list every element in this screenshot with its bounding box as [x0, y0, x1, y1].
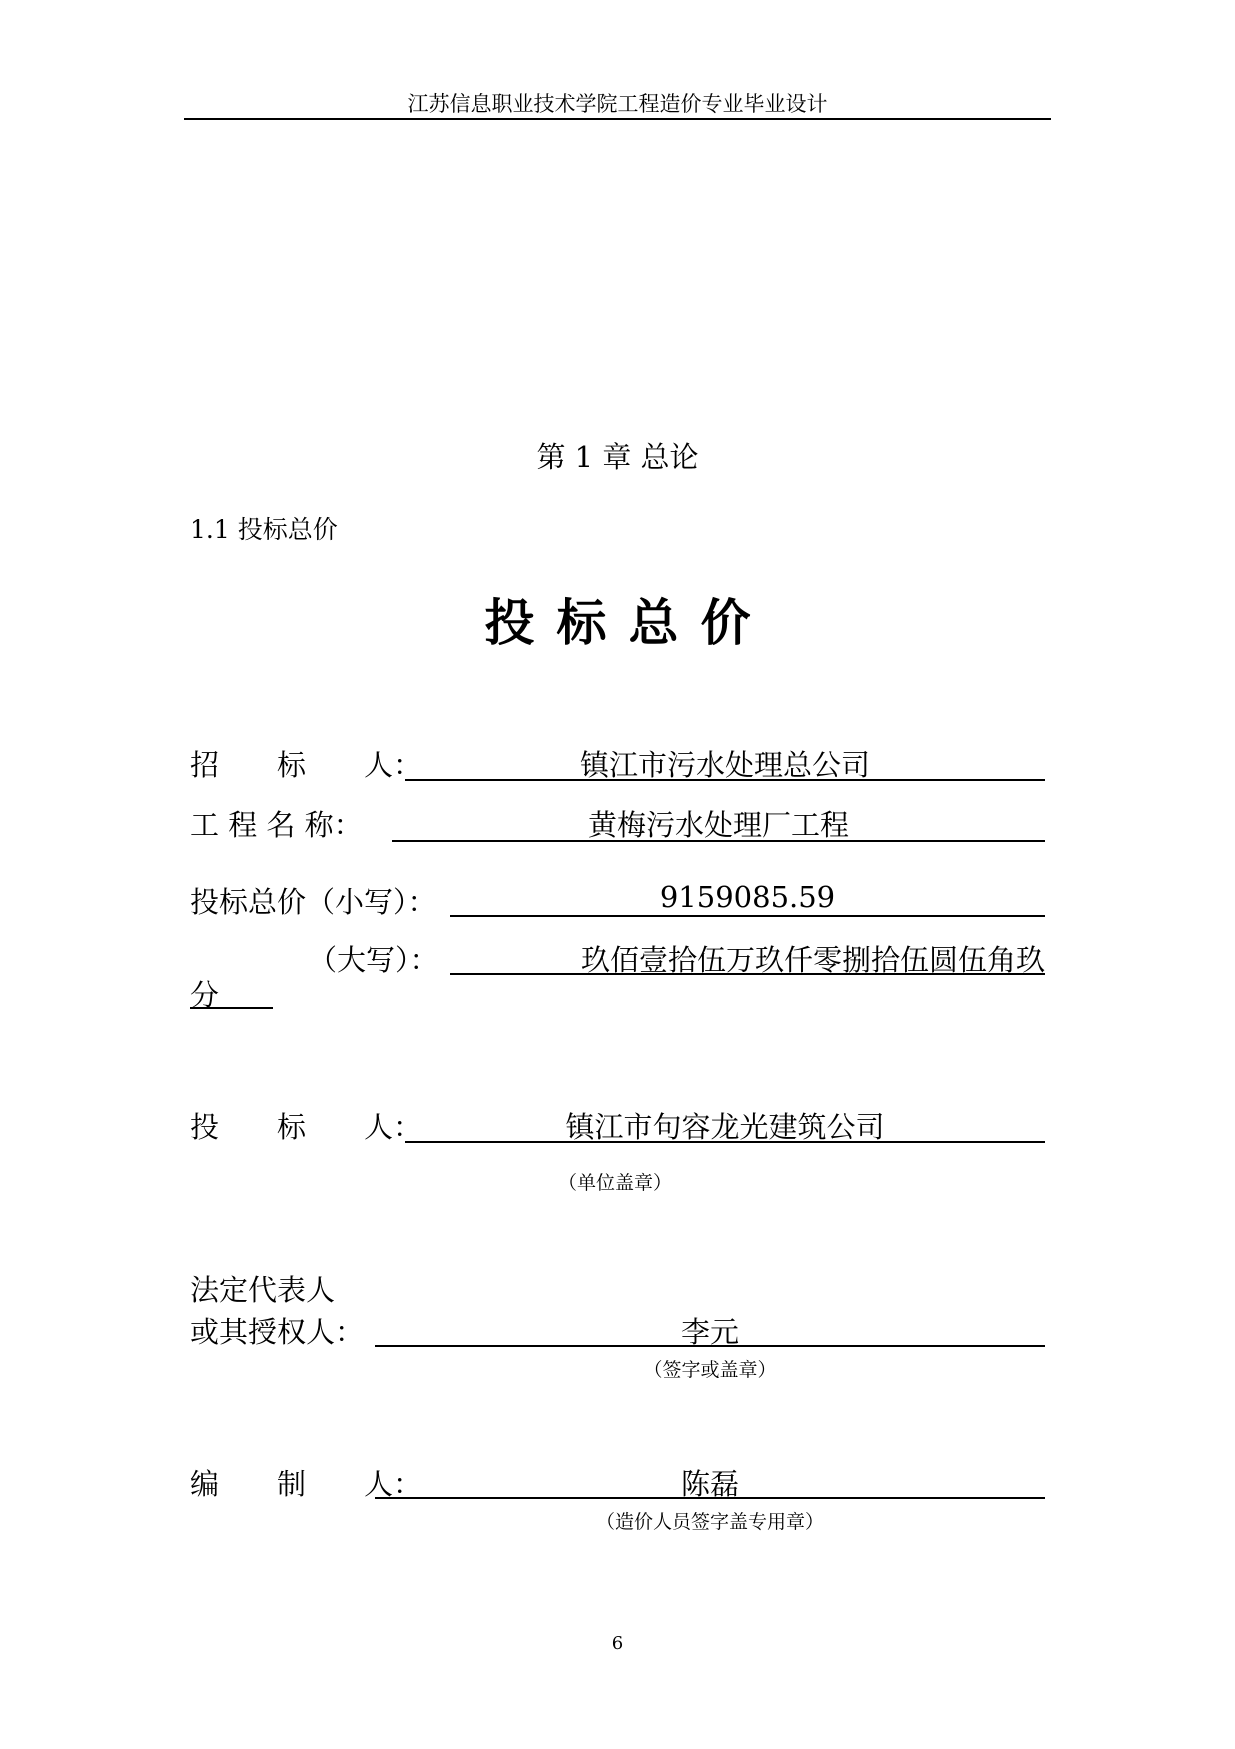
project-name-underline	[392, 840, 1045, 842]
compiler-note: （造价人员签字盖专用章）	[595, 1511, 824, 1533]
main-title: 投标总价	[484, 594, 773, 652]
legal-rep-label-line1: 法定代表人	[190, 1273, 336, 1307]
project-name-label: 工 程 名 称：	[190, 808, 363, 842]
project-name-value: 黄梅污水处理厂工程	[587, 808, 849, 842]
price-large-cont-underline	[190, 1007, 273, 1009]
compiler-value: 陈磊	[680, 1467, 739, 1501]
bidder-note: （单位盖章）	[557, 1172, 672, 1194]
header-divider	[184, 118, 1051, 120]
chapter-title: 第 1 章 总论	[536, 440, 699, 474]
page-number: 6	[611, 1633, 624, 1654]
section-heading: 1.1 投标总价	[190, 515, 338, 544]
tenderer-label: 招 标 人：	[190, 748, 423, 782]
price-small-underline	[450, 915, 1045, 917]
bidder-underline	[405, 1141, 1045, 1143]
price-small-label: 投标总价（小写）：	[190, 885, 437, 919]
compiler-underline	[375, 1497, 1045, 1499]
price-large-underline	[450, 973, 1045, 975]
bidder-label: 投 标 人：	[190, 1110, 423, 1144]
tenderer-value: 镇江市污水处理总公司	[579, 748, 870, 782]
compiler-label: 编 制 人：	[190, 1467, 423, 1501]
bidder-value: 镇江市句容龙光建筑公司	[565, 1110, 885, 1144]
legal-rep-value: 李元	[680, 1315, 739, 1349]
price-large-value-cont: 分	[190, 978, 220, 1012]
price-large-label: （大写）：	[308, 943, 439, 977]
price-large-value: 玖佰壹拾伍万玖仟零捌拾伍圆伍角玖	[580, 943, 1045, 977]
legal-rep-label-line2: 或其授权人：	[190, 1315, 365, 1349]
legal-rep-note: （签字或盖章）	[643, 1359, 777, 1381]
legal-rep-underline	[375, 1345, 1045, 1347]
tenderer-underline	[405, 779, 1045, 781]
page-header-title: 江苏信息职业技术学院工程造价专业毕业设计	[407, 92, 828, 116]
price-small-value: 9159085.59	[659, 880, 836, 914]
